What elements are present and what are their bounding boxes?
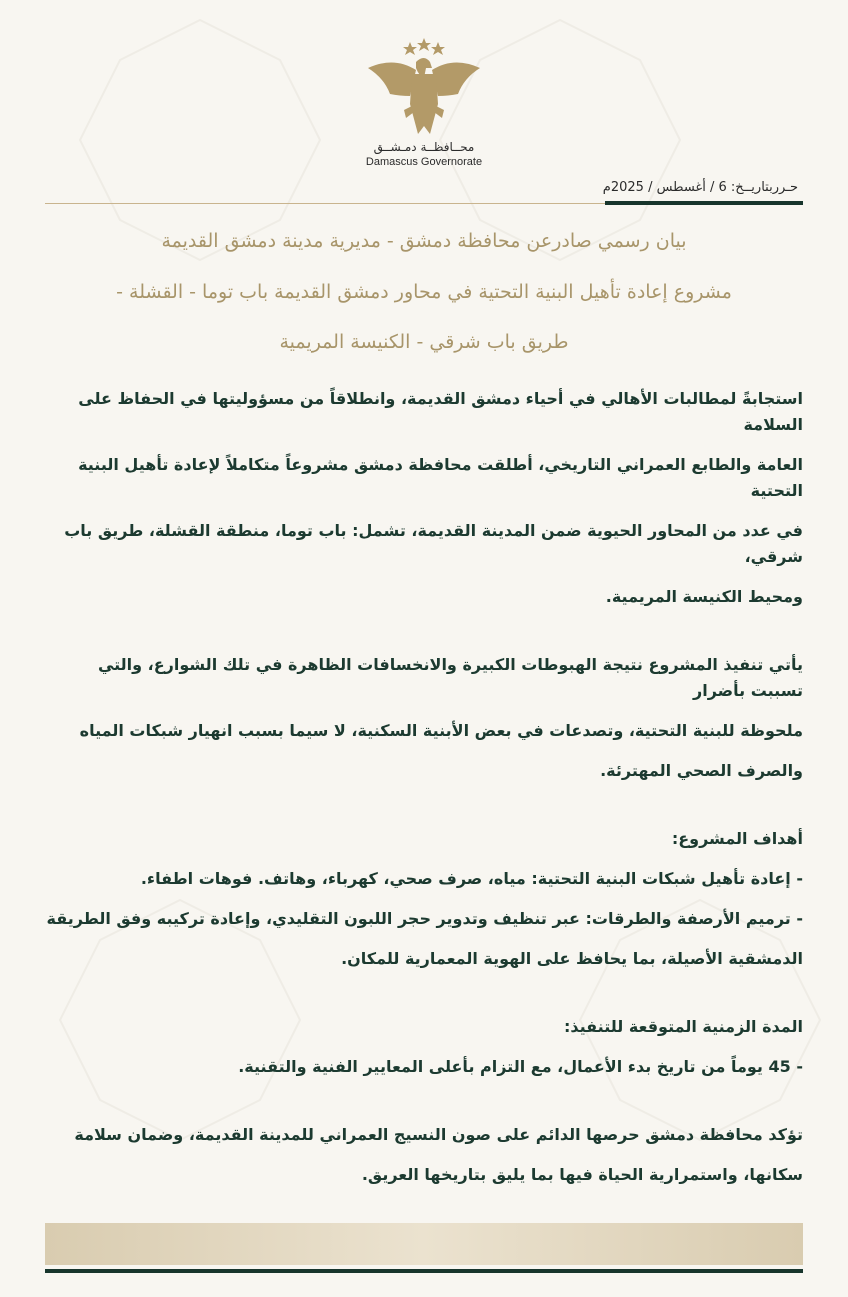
org-name-arabic: محــافظــة دمـشــق: [373, 140, 475, 154]
text-line: والصرف الصحي المهترئة.: [600, 760, 803, 780]
text-line: ملحوظة للبنية التحتية، وتصدعات في بعض الأبنية السكنية، لا سيما بسبب انهيار شبكات المياه: [79, 720, 803, 740]
text-line: استجابةً لمطالبات الأهالي في أحياء دمشق القديمة، وانطلاقاً من مسؤوليتها في الحفاظ على السلامة: [78, 388, 803, 434]
issue-date: حـرربتاريــخ: 6 / أغسطس / 2025م: [602, 180, 798, 195]
footer-band: [45, 1223, 803, 1265]
project-goals: [45, 819, 803, 979]
header-divider-accent: [605, 201, 803, 205]
duration-heading: المدة الزمنية المتوقعة للتنفيذ:: [563, 1016, 803, 1036]
goal-item: - ترميم الأرصفة والطرقات: عبر تنظيف وتدوير حجر اللبون التقليدي، وإعادة تركيبه وفق الطريقة: [46, 908, 803, 928]
org-name-english: Damascus Governorate: [365, 156, 483, 168]
eagle-logo: [364, 38, 484, 138]
text-line: سكانها، واستمرارية الحياة فيها بما يليق بتاريخها العريق.: [361, 1164, 803, 1184]
header-divider-group: [45, 201, 803, 207]
goal-item-continued: الدمشقية الأصيلة، بما يحافظ على الهوية المعمارية للمكان.: [341, 948, 803, 968]
statement-title: بيان رسمي صادرعن محافظة دمشق - مديرية مدينة دمشق القديمة: [161, 230, 687, 252]
goal-item: - إعادة تأهيل شبكات البنية التحتية: مياه، صرف صحي، كهرباء، وهاتف. فوهات اطفاء.: [140, 868, 803, 888]
project-title-line-2: طريق باب شرقي - الكنيسة المريمية: [279, 331, 569, 353]
duration-item: - 45 يوماً من تاريخ بدء الأعمال، مع التزام بأعلى المعايير الفنية والتقنية.: [238, 1056, 803, 1076]
text-line: يأتي تنفيذ المشروع نتيجة الهبوطات الكبيرة والانخسافات الظاهرة في تلك الشوارع، والتي تسببت بأضرار: [97, 654, 803, 700]
paragraph-intro: [45, 379, 803, 617]
text-line: العامة والطابع العمراني التاريخي، أطلقت محافظة دمشق مشروعاً متكاملاً لإعادة تأهيل البنية التحتية: [78, 454, 803, 500]
project-duration: [45, 1007, 803, 1087]
header-divider: [45, 203, 605, 204]
text-line: تؤكد محافظة دمشق حرصها الدائم على صون النسيج العمراني للمدينة القديمة، وضمان سلامة: [74, 1124, 803, 1144]
paragraph-reason: [45, 645, 803, 791]
titles: [45, 227, 803, 357]
goals-heading: أهداف المشروع:: [671, 828, 803, 848]
text-line: ومحيط الكنيسة المريمية.: [605, 586, 803, 606]
footer-divider: [45, 1269, 803, 1273]
text-line: في عدد من المحاور الحيوية ضمن المدينة القديمة، تشمل: باب توما، منطقة القشلة، طريق باب شرقي،: [64, 520, 803, 566]
project-title-line-1: مشروع إعادة تأهيل البنية التحتية في محاور دمشق القديمة باب توما - القشلة -: [116, 280, 732, 303]
paragraph-closing: [45, 1115, 803, 1195]
masthead: [45, 38, 803, 168]
